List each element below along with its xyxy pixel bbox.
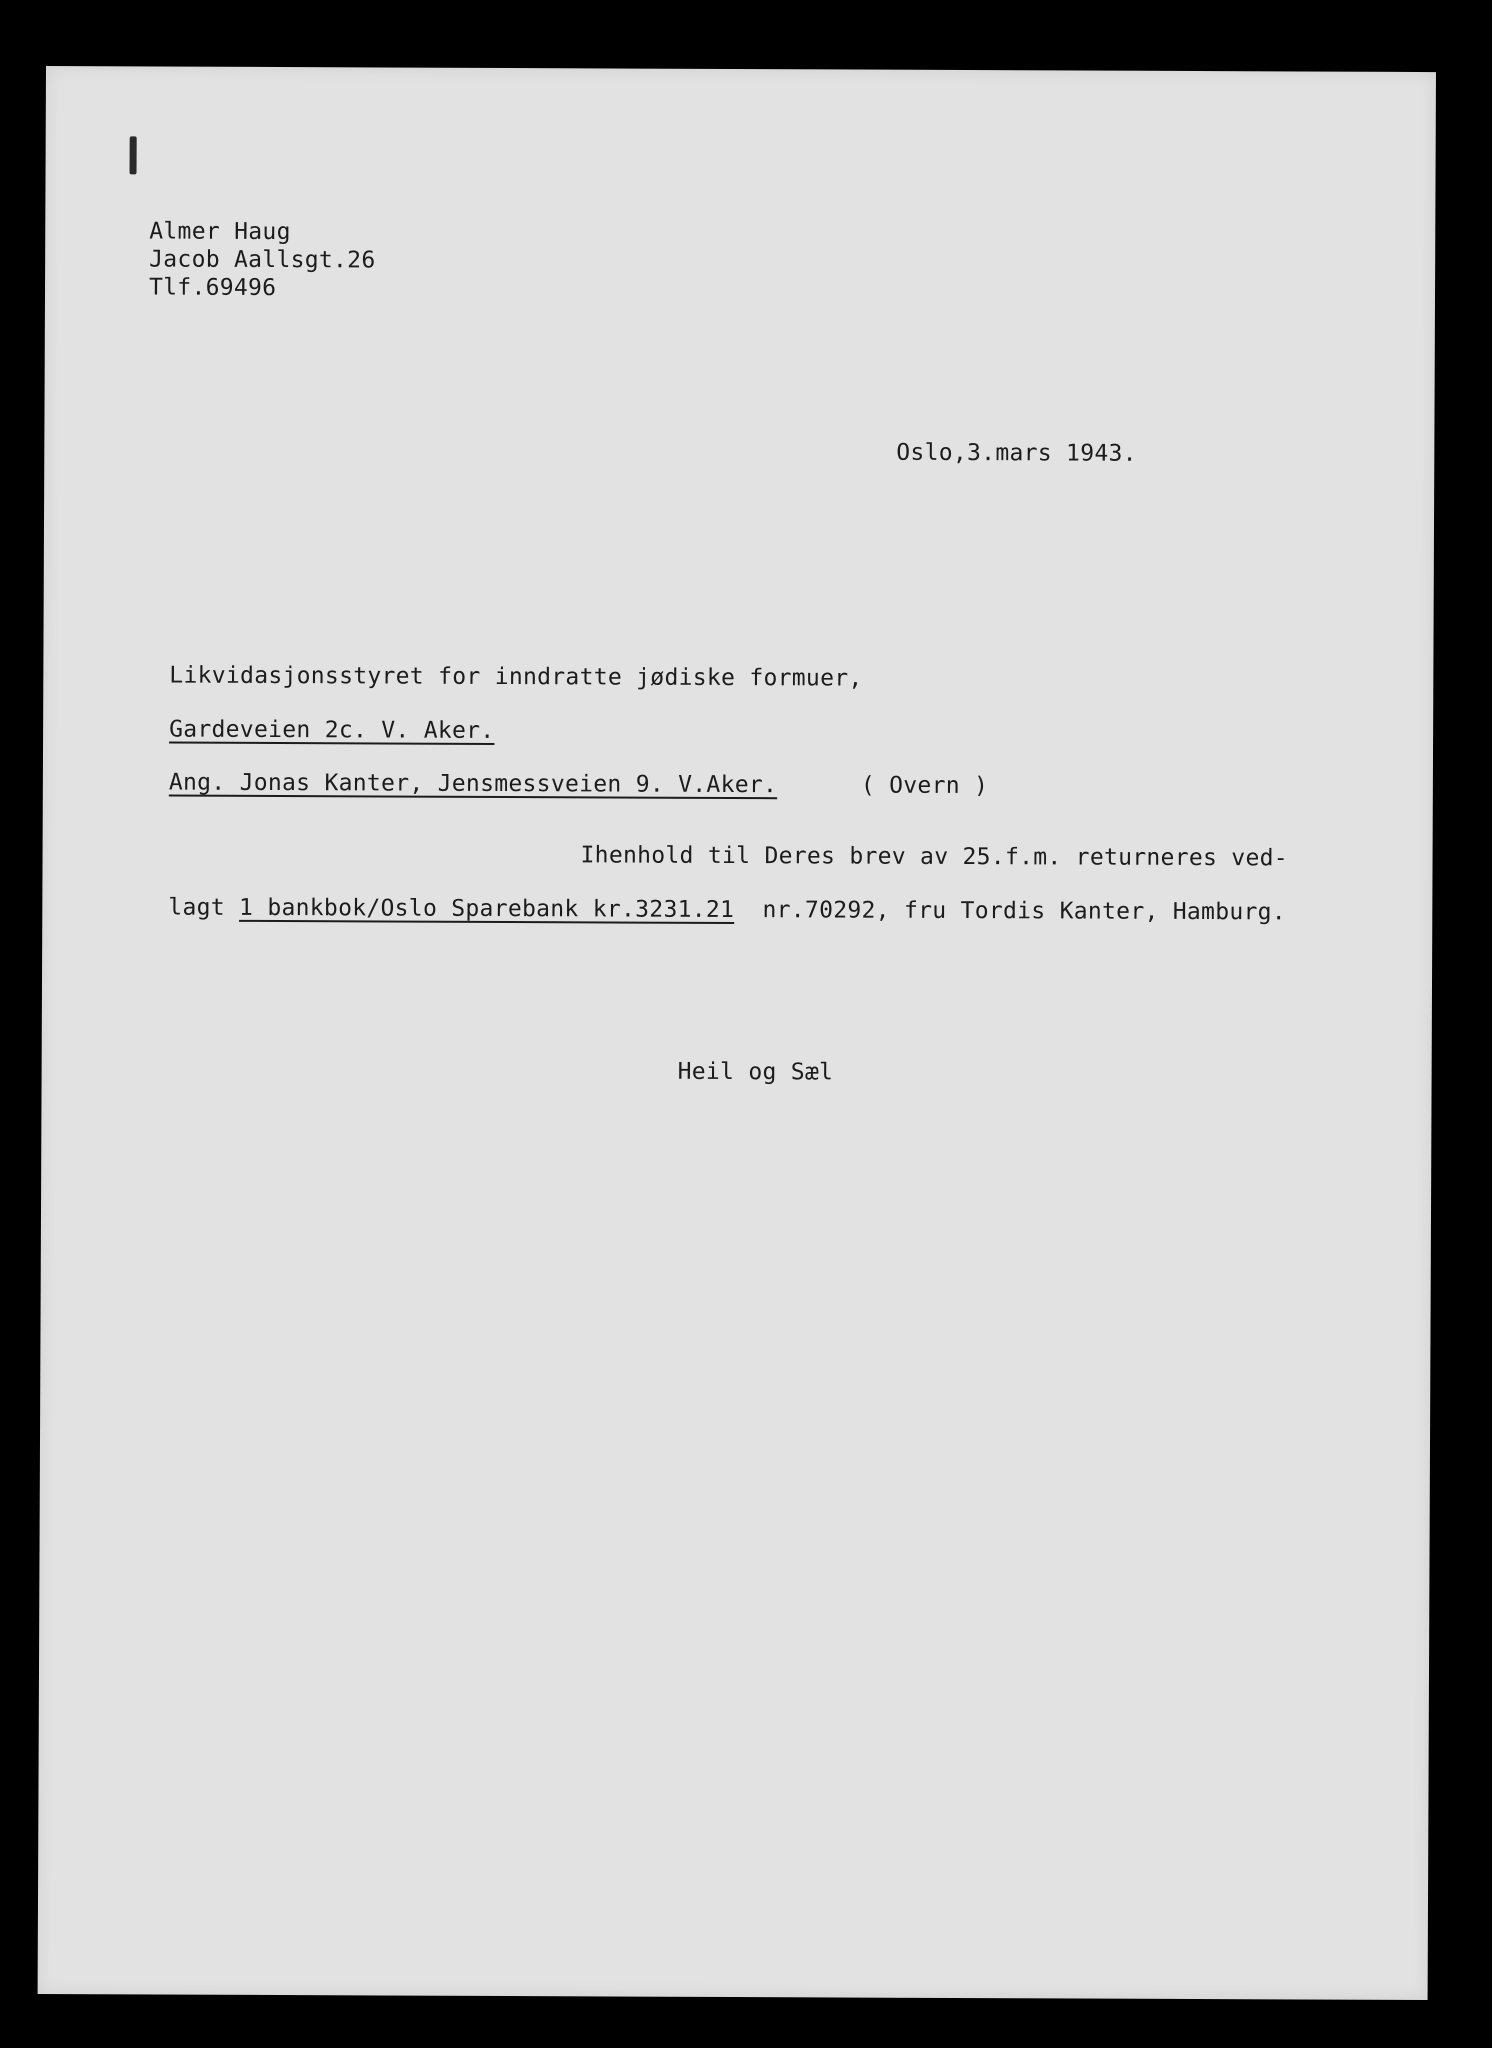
body-line-1: Ihenhold til Deres brev av 25.f.m. returneres ved- (580, 842, 1288, 872)
sender-phone: Tlf.69496 (148, 274, 277, 302)
body-line-2 (168, 895, 1286, 926)
sender-name: Almer Haug (149, 218, 291, 246)
letter-date: Oslo,3.mars 1943. (896, 439, 1137, 467)
closing-salutation: Heil og Sæl (677, 1058, 834, 1086)
margin-ink-mark (130, 136, 137, 174)
bankbook-reference: 1 bankbok/Oslo Sparebank kr.3231.21 (239, 894, 735, 924)
body-line-2-start: lagt (168, 894, 240, 921)
subject-note: ( Overn ) (860, 772, 989, 800)
subject-line: Ang. Jonas Kanter, Jensmessveien 9. V.Aker. (168, 769, 778, 799)
recipient-name: Likvidasjonsstyret for inndratte jødiske formuer, (169, 662, 863, 692)
sender-street: Jacob Aallsgt.26 (149, 246, 376, 274)
body-line-2-end: nr.70292, fru Tordis Kanter, Hamburg. (734, 897, 1287, 926)
letter-sheet (38, 66, 1436, 2000)
recipient-address: Gardeveien 2c. V. Aker. (169, 716, 495, 744)
